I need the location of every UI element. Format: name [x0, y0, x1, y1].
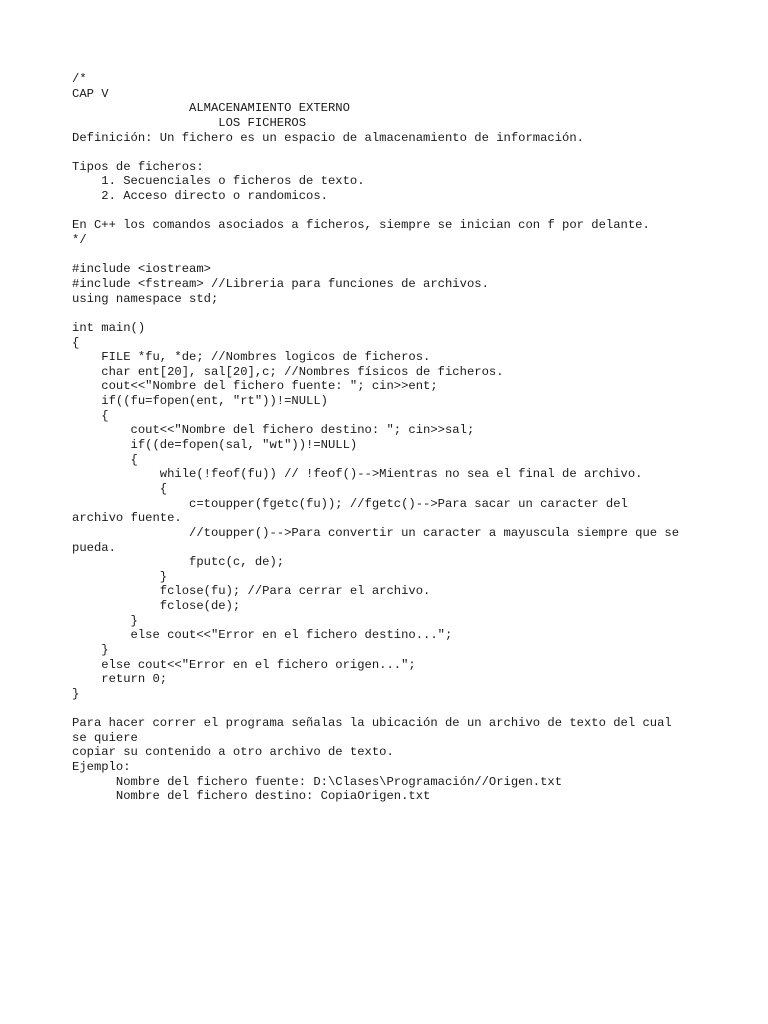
text-line: while(!feof(fu)) // !feof()-->Mientras no sea el final de archivo. — [72, 467, 643, 482]
text-line: { — [72, 335, 80, 350]
text-line: CAP V — [72, 86, 109, 101]
text-line — [72, 702, 712, 717]
text-line: ALMACENAMIENTO EXTERNO — [72, 101, 350, 116]
text-line: Definición: Un fichero es un espacio de almacenamiento de información. — [72, 130, 584, 145]
text-line: else cout<<"Error en el fichero origen..."; — [72, 657, 416, 672]
text-line: char ent[20], sal[20],c; //Nombres físicos de ficheros. — [72, 364, 504, 379]
text-line: else cout<<"Error en el fichero destino..."; — [72, 628, 453, 643]
text-line — [72, 306, 712, 321]
text-line: Para hacer correr el programa señalas la ubicación de un archivo de texto del cual — [72, 716, 672, 731]
text-line: { — [72, 452, 138, 467]
text-line: return 0; — [72, 672, 168, 687]
text-line: c=toupper(fgetc(fu)); //fgetc()-->Para sacar un caracter del — [72, 496, 628, 511]
text-line: 2. Acceso directo o randomicos. — [72, 189, 328, 204]
text-line: #include <iostream> — [72, 262, 211, 277]
text-line: using namespace std; — [72, 291, 219, 306]
text-line: /* — [72, 72, 87, 86]
text-line — [72, 248, 712, 263]
text-line: int main() — [72, 320, 146, 335]
text-line: LOS FICHEROS — [72, 115, 307, 130]
text-line: copiar su contenido a otro archivo de texto. — [72, 745, 394, 760]
text-line: pueda. — [72, 540, 116, 555]
document-body — [72, 72, 712, 804]
text-line: cout<<"Nombre del fichero destino: "; cin>>sal; — [72, 423, 475, 438]
text-line: Nombre del fichero fuente: D:\Clases\Programación//Origen.txt — [72, 774, 563, 789]
text-line: FILE *fu, *de; //Nombres logicos de ficheros. — [72, 350, 431, 365]
text-line: 1. Secuenciales o ficheros de texto. — [72, 174, 365, 189]
text-line: } — [72, 613, 138, 628]
text-line: } — [72, 686, 80, 701]
text-line — [72, 145, 712, 160]
text-line: fclose(de); — [72, 599, 241, 614]
text-line: fputc(c, de); — [72, 555, 285, 570]
text-line: //toupper()-->Para convertir un caracter a mayuscula siempre que se — [72, 525, 680, 540]
text-line: fclose(fu); //Para cerrar el archivo. — [72, 584, 431, 599]
text-line: archivo fuente. — [72, 511, 182, 526]
text-line: if((de=fopen(sal, "wt"))!=NULL) — [72, 438, 358, 453]
text-line: { — [72, 481, 168, 496]
text-line: En C++ los comandos asociados a ficheros, siempre se inician con f por delante. — [72, 218, 650, 233]
text-line — [72, 204, 712, 219]
text-line: Nombre del fichero destino: CopiaOrigen.txt — [72, 789, 431, 804]
text-line: Tipos de ficheros: — [72, 159, 204, 174]
text-line: */ — [72, 233, 87, 248]
text-line: cout<<"Nombre del fichero fuente: "; cin>>ent; — [72, 379, 438, 394]
text-line: se quiere — [72, 730, 138, 745]
text-line: } — [72, 642, 109, 657]
text-line: #include <fstream> //Libreria para funciones de archivos. — [72, 276, 489, 291]
text-line: } — [72, 569, 168, 584]
text-line: Ejemplo: — [72, 760, 131, 775]
text-line: { — [72, 408, 109, 423]
text-line: if((fu=fopen(ent, "rt"))!=NULL) — [72, 394, 328, 409]
